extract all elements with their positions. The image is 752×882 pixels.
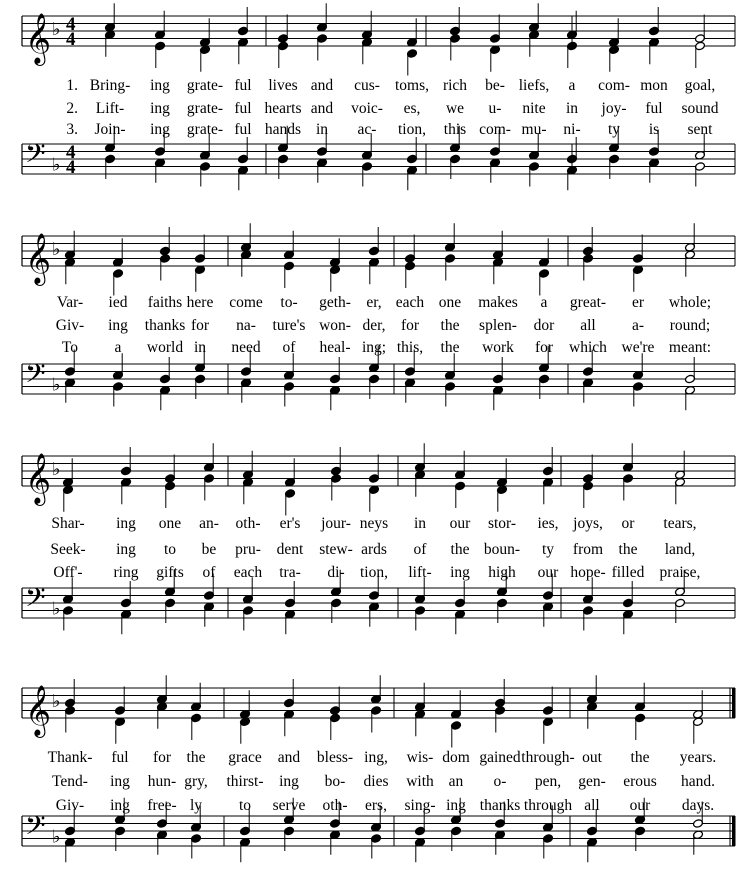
lyric-syllable: ing xyxy=(150,77,170,94)
lyric-syllable: serve xyxy=(272,797,306,814)
lyric-syllable: u- xyxy=(488,100,502,117)
lyric-syllable: ly xyxy=(189,797,203,814)
lyric-syllable: ing xyxy=(116,515,136,532)
lyric-syllable: through- xyxy=(521,749,575,766)
lyric-syllable: o- xyxy=(493,773,507,790)
flat-icon: ♭ xyxy=(52,239,61,260)
lyric-syllable: sent xyxy=(687,121,713,138)
lyric-syllable: er's xyxy=(279,515,301,532)
flat-icon: ♭ xyxy=(52,19,61,40)
lyric-syllable: er, xyxy=(366,294,382,311)
lyric-syllable: joys, xyxy=(573,515,603,532)
lyric-syllable: each xyxy=(233,564,263,581)
lyric-syllable: won- xyxy=(319,317,351,334)
lyric-syllable: bless- xyxy=(316,749,354,766)
lyric-syllable: grate- xyxy=(186,121,224,138)
lyric-syllable: Shar- xyxy=(51,515,85,532)
lyric-syllable: tears, xyxy=(663,515,697,532)
lyric-syllable: joy- xyxy=(601,100,627,117)
lyric-syllable: ty xyxy=(607,121,621,138)
lyric-syllable: in xyxy=(193,339,207,356)
lyric-syllable: and xyxy=(310,77,334,94)
bass-clef-icon: 𝄢 xyxy=(25,137,46,176)
time-signature-numerator: 4 xyxy=(66,142,76,163)
lyric-syllable: toms, xyxy=(394,77,430,94)
treble-clef-icon: 𝄞 xyxy=(25,233,52,284)
lyric-syllable: filled xyxy=(611,564,645,581)
lyric-syllable: rich xyxy=(442,77,468,94)
lyric-syllable: is xyxy=(648,121,660,138)
lyric-syllable: ty xyxy=(541,541,555,558)
lyric-syllable: years. xyxy=(679,749,717,766)
lyric-syllable: this xyxy=(443,121,467,138)
lyric-syllable: of xyxy=(413,541,427,558)
lyric-syllable: gifts xyxy=(156,564,184,581)
lyric-syllable: to xyxy=(163,541,177,558)
lyric-syllable: oth- xyxy=(322,797,348,814)
lyric-syllable: one xyxy=(438,294,462,311)
lyric-syllable: be- xyxy=(485,77,505,94)
lyric-syllable: to- xyxy=(280,294,298,311)
lyric-syllable: through xyxy=(523,797,573,814)
lyric-syllable: geth- xyxy=(319,294,351,311)
lyric-syllable: for xyxy=(534,339,554,356)
lyric-syllable: the xyxy=(630,749,650,766)
lyric-syllable: heal- xyxy=(319,339,351,356)
lyric-syllable: each xyxy=(395,294,425,311)
lyric-syllable: ful xyxy=(234,77,252,94)
lyric-syllable: for xyxy=(190,317,210,334)
lyric-syllable: jour- xyxy=(321,515,351,532)
lyric-syllable: mon xyxy=(640,77,668,94)
lyric-syllable: ring xyxy=(113,564,139,581)
lyric-syllable: gry, xyxy=(184,773,208,790)
lyric-syllable: dom xyxy=(442,749,470,766)
lyric-syllable: our xyxy=(537,564,559,581)
lyric-syllable: ture's xyxy=(272,317,306,334)
lyric-syllable: the xyxy=(440,317,460,334)
flat-icon: ♭ xyxy=(52,459,61,480)
lyric-syllable: days. xyxy=(681,797,715,814)
lyric-syllable: for xyxy=(400,317,420,334)
lyric-syllable: we xyxy=(445,100,465,117)
flat-icon: ♭ xyxy=(52,374,61,396)
lyric-syllable: nite xyxy=(522,100,546,117)
lyric-syllable: Giv- xyxy=(55,797,85,814)
lyric-syllable: in xyxy=(315,121,329,138)
lyric-syllable: gen- xyxy=(578,773,606,790)
lyric-syllable: sing- xyxy=(404,797,436,814)
lyric-syllable: to xyxy=(238,797,252,814)
lyric-syllable: dor xyxy=(533,317,555,334)
lyric-syllable: grate- xyxy=(186,77,224,94)
lyric-syllable: our xyxy=(449,515,471,532)
flat-icon: ♭ xyxy=(52,826,61,848)
lyric-syllable: erous xyxy=(623,773,657,790)
lyric-syllable: bo- xyxy=(324,773,346,790)
lyric-syllable: To xyxy=(61,339,79,356)
lyric-syllable: land, xyxy=(664,541,696,558)
lyric-syllable: neys xyxy=(359,515,389,532)
lyric-syllable: Join- xyxy=(94,121,126,138)
lyric-syllable: with xyxy=(406,773,434,790)
lyric-syllable: one xyxy=(158,515,182,532)
lyric-syllable: goal, xyxy=(684,77,716,94)
lyric-syllable: grace xyxy=(228,749,262,766)
final-barline xyxy=(732,688,736,718)
lyric-syllable: der, xyxy=(362,317,386,334)
lyric-syllable: wis- xyxy=(406,749,434,766)
lyric-syllable: ful xyxy=(111,749,129,766)
lyric-syllable: a- xyxy=(631,317,645,334)
staff-lines xyxy=(22,16,735,846)
lyric-syllable: an- xyxy=(199,515,219,532)
treble-clef-icon: 𝄞 xyxy=(25,685,52,736)
lyric-syllable: meant: xyxy=(668,339,712,356)
lyric-syllable: ing xyxy=(279,773,299,790)
lyric-syllable: of xyxy=(202,564,216,581)
lyric-syllable: Giv- xyxy=(55,317,85,334)
lyric-syllable: ers, xyxy=(365,797,387,814)
lyric-syllable: a xyxy=(568,77,576,94)
lyric-syllable: ac- xyxy=(357,121,377,138)
lyric-syllable: thanks xyxy=(479,797,521,814)
lyric-syllable: hope- xyxy=(570,564,606,581)
barlines xyxy=(22,16,736,846)
lyric-syllable: oth- xyxy=(235,515,261,532)
lyric-syllable: stor- xyxy=(487,515,517,532)
lyric-syllable: in xyxy=(413,515,427,532)
lyric-syllable: ing, xyxy=(364,749,388,766)
lyric-syllable: lives xyxy=(268,77,298,94)
lyric-syllable: the xyxy=(440,339,460,356)
bass-clef-icon: 𝄢 xyxy=(25,357,46,396)
lyric-syllable: here xyxy=(186,294,214,311)
lyric-syllable: this, xyxy=(396,339,424,356)
time-signature-numerator: 4 xyxy=(66,14,76,35)
treble-clef-icon: 𝄞 xyxy=(25,453,52,504)
lyric-syllable: ful xyxy=(234,121,252,138)
lyric-syllable: our xyxy=(629,797,651,814)
lyric-syllable: Var- xyxy=(56,294,84,311)
lyric-syllable: Tend- xyxy=(52,773,88,790)
flat-icon: ♭ xyxy=(52,691,61,712)
lyric-syllable: from xyxy=(572,541,604,558)
flat-icon: ♭ xyxy=(52,154,61,176)
verse-number: 1. xyxy=(66,77,78,94)
lyric-syllable: hearts xyxy=(264,100,302,117)
lyric-syllable: ing xyxy=(450,564,470,581)
lyric-syllable: all xyxy=(584,797,600,814)
lyric-syllable: splen- xyxy=(479,317,517,334)
lyric-syllable: and xyxy=(277,749,301,766)
lyric-syllable: high xyxy=(488,564,516,581)
bass-clef-icon: 𝄢 xyxy=(25,581,46,620)
lyric-syllable: faiths xyxy=(147,294,183,311)
lyric-syllable: ied xyxy=(108,294,128,311)
lyric-syllable: ing xyxy=(150,100,170,117)
lyric-syllable: makes xyxy=(478,294,518,311)
lyric-syllable: of xyxy=(282,339,296,356)
lyric-syllable: an xyxy=(448,773,464,790)
lyric-syllable: liefs, xyxy=(518,77,550,94)
lyric-syllable: or xyxy=(621,515,635,532)
lyric-syllable: be xyxy=(201,541,217,558)
lyric-syllable: free- xyxy=(147,797,177,814)
verse-number: 3. xyxy=(66,121,78,138)
lyric-syllable: thirst- xyxy=(226,773,264,790)
lyric-syllable: lift- xyxy=(408,564,432,581)
lyric-syllable: the xyxy=(618,541,638,558)
bass-clef-icon: 𝄢 xyxy=(25,809,46,848)
lyric-syllable: Thank- xyxy=(47,749,93,766)
lyric-syllable: Seek- xyxy=(50,541,86,558)
lyric-syllable: hands xyxy=(264,121,302,138)
lyric-syllable: work xyxy=(482,339,514,356)
lyric-syllable: and xyxy=(310,100,334,117)
lyric-syllable: world xyxy=(146,339,184,356)
lyric-syllable: all xyxy=(580,317,596,334)
lyric-syllable: dent xyxy=(276,541,304,558)
lyric-syllable: in xyxy=(565,100,579,117)
lyric-syllable: come xyxy=(229,294,263,311)
lyric-syllable: com- xyxy=(598,77,630,94)
lyric-syllable: ni- xyxy=(563,121,581,138)
lyric-syllable: boun- xyxy=(483,541,521,558)
lyric-syllable: tra- xyxy=(279,564,301,581)
lyric-syllable: er xyxy=(631,294,645,311)
lyric-syllable: ful xyxy=(645,100,663,117)
lyric-syllable: ards xyxy=(361,541,387,558)
lyric-syllable: grate- xyxy=(186,100,224,117)
lyric-syllable: pru- xyxy=(235,541,261,558)
lyric-syllable: the xyxy=(186,749,206,766)
lyric-syllable: praise, xyxy=(659,564,701,581)
verse-number: 2. xyxy=(66,100,78,117)
lyric-syllable: tion, xyxy=(398,121,426,138)
lyric-syllable: need xyxy=(231,339,261,356)
lyric-syllable: Lift- xyxy=(95,100,125,117)
lyric-syllable: thanks xyxy=(144,317,186,334)
lyric-syllable: ing xyxy=(116,541,136,558)
lyric-syllable: stew- xyxy=(319,541,353,558)
lyric-syllable: for xyxy=(152,749,172,766)
lyric-syllable: gained xyxy=(479,749,521,766)
time-signature-denominator: 4 xyxy=(66,157,76,178)
lyric-syllable: ing xyxy=(446,797,466,814)
clefs-and-signatures xyxy=(25,13,79,848)
lyric-syllable: out xyxy=(582,749,602,766)
lyric-syllable: pen, xyxy=(534,773,562,790)
lyric-syllable: ing; xyxy=(361,339,387,356)
lyric-syllable: ing xyxy=(108,317,128,334)
lyric-syllable: tion, xyxy=(360,564,388,581)
lyric-syllable: voic- xyxy=(351,100,383,117)
flat-icon: ♭ xyxy=(52,598,61,620)
lyric-syllable: com- xyxy=(479,121,511,138)
lyric-syllable: the xyxy=(450,541,470,558)
lyric-syllable: na- xyxy=(236,317,256,334)
lyric-syllable: hun- xyxy=(147,773,177,790)
lyric-syllable: a xyxy=(540,294,548,311)
lyric-syllable: mu- xyxy=(521,121,547,138)
lyric-syllable: cus- xyxy=(354,77,380,94)
lyric-syllable: dies xyxy=(363,773,389,790)
treble-clef-icon: 𝄞 xyxy=(25,13,52,64)
lyric-syllable: hand. xyxy=(680,773,716,790)
lyric-syllable: ing xyxy=(150,121,170,138)
lyric-syllable: whole; xyxy=(668,294,712,311)
lyric-syllable: ing xyxy=(110,773,130,790)
lyric-syllable: Off'- xyxy=(53,564,83,581)
final-barline xyxy=(732,816,736,846)
lyric-syllable: round; xyxy=(669,317,711,334)
lyric-syllable: es, xyxy=(403,100,421,117)
time-signature-denominator: 4 xyxy=(66,29,76,50)
lyric-syllable: Bring- xyxy=(89,77,131,94)
lyric-syllable: a xyxy=(114,339,122,356)
lyric-syllable: ing xyxy=(110,797,130,814)
lyric-syllable: ful xyxy=(234,100,252,117)
lyric-syllable: di- xyxy=(327,564,345,581)
lyric-syllable: great- xyxy=(569,294,607,311)
lyric-syllable: sound xyxy=(681,100,719,117)
lyric-syllable: ies, xyxy=(537,515,559,532)
lyric-syllable: which xyxy=(569,339,607,356)
lyric-syllable: we're xyxy=(621,339,655,356)
